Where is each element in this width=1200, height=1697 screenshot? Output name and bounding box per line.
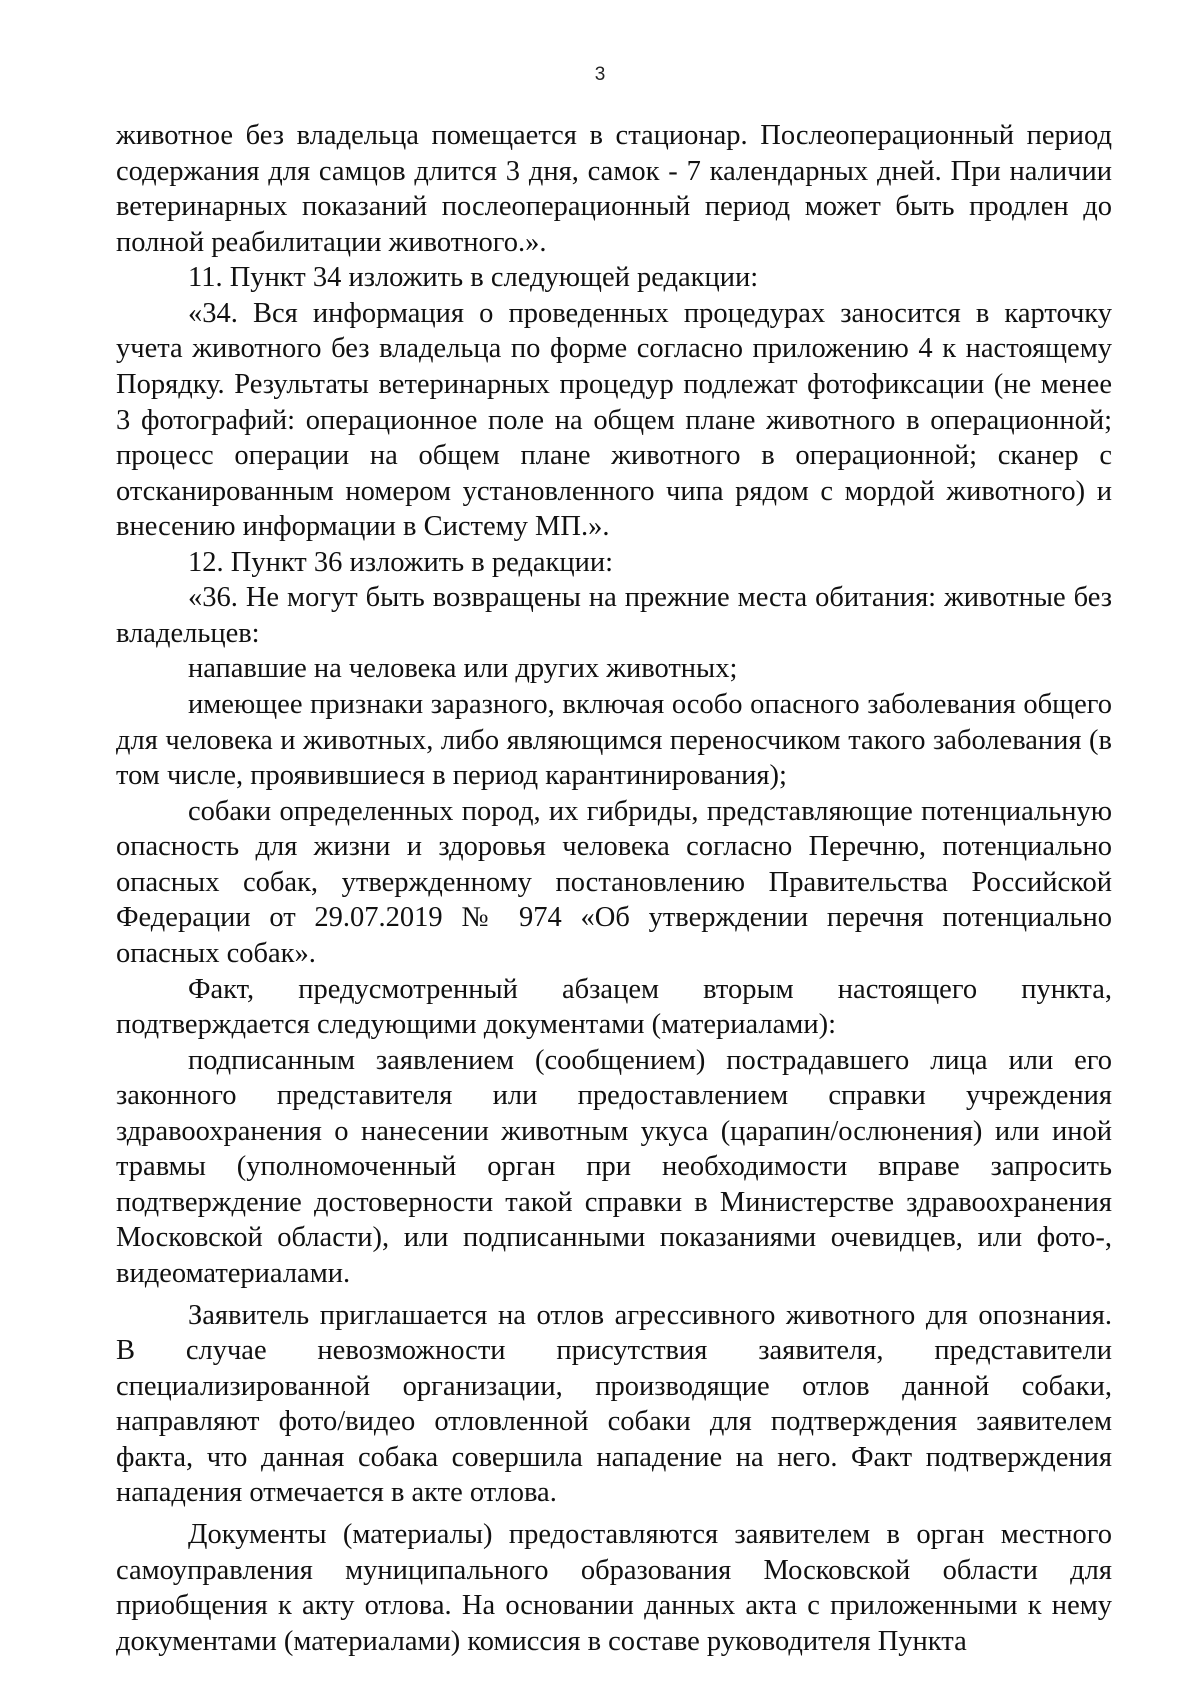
paragraph-clause-34: «34. Вся информация о проведенных процедурах заносится в карточку учета животного без владельца по форме согласно приложению 4 к настоящему Порядку. Результаты ветеринарных процедур подлежат фотофиксации (не менее 3 фотографий: операционное поле на общем плане животного в операционной; процесс операции на общем плане животного в операционной; сканер с отсканированным номером установленного чипа рядом с мордой животного) и внесению информации в Систему МП.». (116, 297, 1112, 543)
paragraph-materials: Документы (материалы) предоставляются заявителем в орган местного самоуправления муниципального образования Московской области для приобщения к акту отлова. На основании данных акта с приложенными к нему документами (материалами) комиссия в составе руководителя Пункта (116, 1518, 1112, 1657)
paragraph-list-attacked: напавшие на человека или других животных; (188, 653, 738, 685)
paragraph-clause-36: «36. Не могут быть возвращены на прежние места обитания: животные без владельцев: (116, 582, 1112, 649)
page-number: 3 (594, 64, 606, 85)
paragraph-item-12: 12. Пункт 36 изложить в редакции: (188, 546, 614, 578)
paragraph-fact-confirmation: Факт, предусмотренный абзацем вторым настоящего пункта, подтверждается следующими документами (материалами): (116, 973, 1112, 1041)
paragraph-applicant: Заявитель приглашается на отлов агрессивного животного для опознания. В случае невозможности присутствия заявителя, представители специализированной организации, производящие отлов данной собаки, направляют фото/видео отловленной собаки для подтверждения заявителем факта, что данная собака совершила нападение на него. Факт подтверждения нападения отмечается в акте отлова. (116, 1299, 1112, 1509)
paragraph-continuation: животное без владельца помещается в стационар. Послеоперационный период содержания для самцов длится 3 дня, самок - 7 календарных дней. При наличии ветеринарных показаний послеоперационный период может быть продлен до полной реабилитации животного.». (116, 120, 1112, 258)
paragraph-item-11: 11. Пункт 34 изложить в следующей редакции: (188, 262, 759, 294)
paragraph-documents: подписанным заявлением (сообщением) пострадавшего лица или его законного представителя или предоставлением справки учреждения здравоохранения о нанесении животным укуса (царапин/ослюнения) или иной травмы (уполномоченный орган при необходимости вправе запросить подтверждение достоверности такой справки в Министерстве здравоохранения Московской области), или подписанными показаниями очевидцев, или фото-, видеоматериалами. (116, 1044, 1112, 1289)
document-body (116, 118, 1112, 1659)
paragraph-list-disease: имеющее признаки заразного, включая особо опасного заболевания общего для человека и животных, либо являющимся переносчиком такого заболевания (в том числе, проявившиеся в период карантинирования); (116, 689, 1112, 792)
paragraph-list-breeds: собаки определенных пород, их гибриды, представляющие потенциальную опасность для жизни и здоровья человека согласно Перечню, потенциально опасных собак, утвержденному постановлению Правительства Российской Федерации от 29.07.2019 № 974 «Об утверждении перечня потенциально опасных собак». (116, 795, 1112, 969)
